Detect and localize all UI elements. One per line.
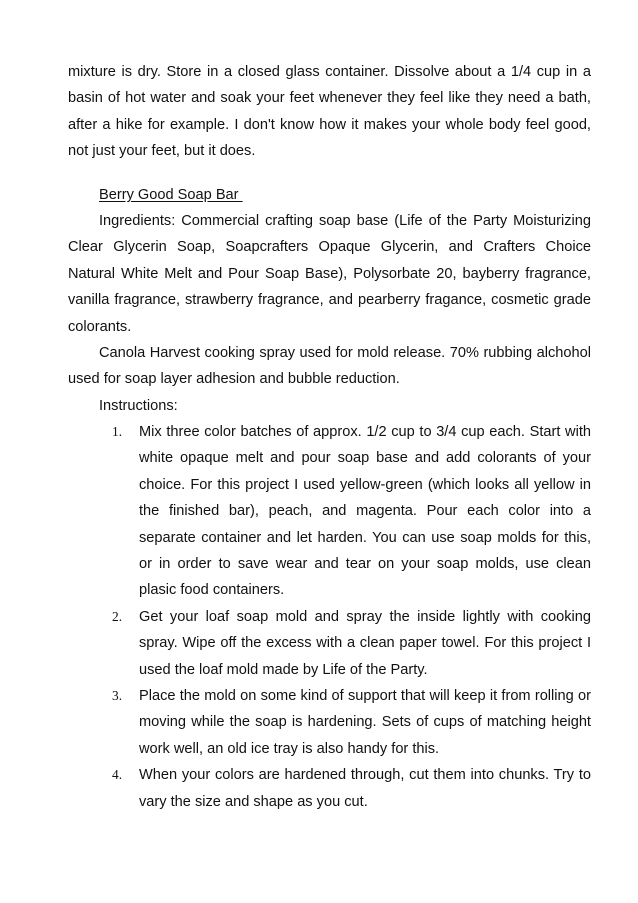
instruction-step — [0, 762, 638, 815]
supplies-paragraph: Canola Harvest cooking spray used for mold release. 70% rubbing alchohol used for soap layer adhesion and bubble reduction. — [68, 345, 591, 388]
instructions-label: Instructions: — [99, 398, 178, 414]
step-text: Place the mold on some kind of support that will keep it from rolling or moving while the soap is hardening. Sets of cups of matching height work well, an old ice tray is also handy for this. — [139, 688, 591, 757]
step-number: 1. — [112, 424, 123, 439]
step-text: Get your loaf soap mold and spray the inside lightly with cooking spray. Wipe off the excess with a clean paper towel. For this project I used the loaf mold made by Life of the Party. — [139, 608, 591, 678]
ingredients-paragraph: Ingredients: Commercial crafting soap base (Life of the Party Moisturizing Clear Glycerin Soap, Soapcrafters Opaque Glycerin, and Crafters Choice Natural White Melt and Pour Soap Base), Polysorbate 20, bayberry fragrance, vanilla fragrance, strawberry fragrance, and pearberry fragance, cosmetic grade colorants. — [68, 213, 591, 335]
step-number: 3. — [112, 688, 123, 704]
recipe-title: Berry Good Soap Bar — [99, 187, 243, 203]
instruction-step — [0, 683, 638, 762]
instruction-step — [0, 419, 638, 604]
instruction-steps-list — [0, 419, 638, 815]
step-number: 2. — [112, 608, 123, 624]
instruction-step — [0, 604, 638, 683]
step-text: Mix three color batches of approx. 1/2 cup to 3/4 cup each. Start with white opaque melt and pour soap base and add colorants of your choice. For this project I used yellow-green (which looks all yellow in the finished bar), peach, and magenta. Pour each color into a separate container and let harden. You can use soap molds for this, or in order to save wear and tear on your soap molds, use clean plasic food containers. — [139, 424, 591, 599]
step-number: 4. — [112, 767, 123, 783]
continuation-paragraph: mixture is dry. Store in a closed glass container. Dissolve about a 1/4 cup in a basin of hot water and soak your feet whenever they feel like they need a bath, after a hike for example. I don't know how it makes your whole body feel good, not just your feet, but it does. — [68, 64, 591, 160]
step-text: When your colors are hardened through, cut them into chunks. Try to vary the size and shape as you cut. — [139, 767, 591, 810]
